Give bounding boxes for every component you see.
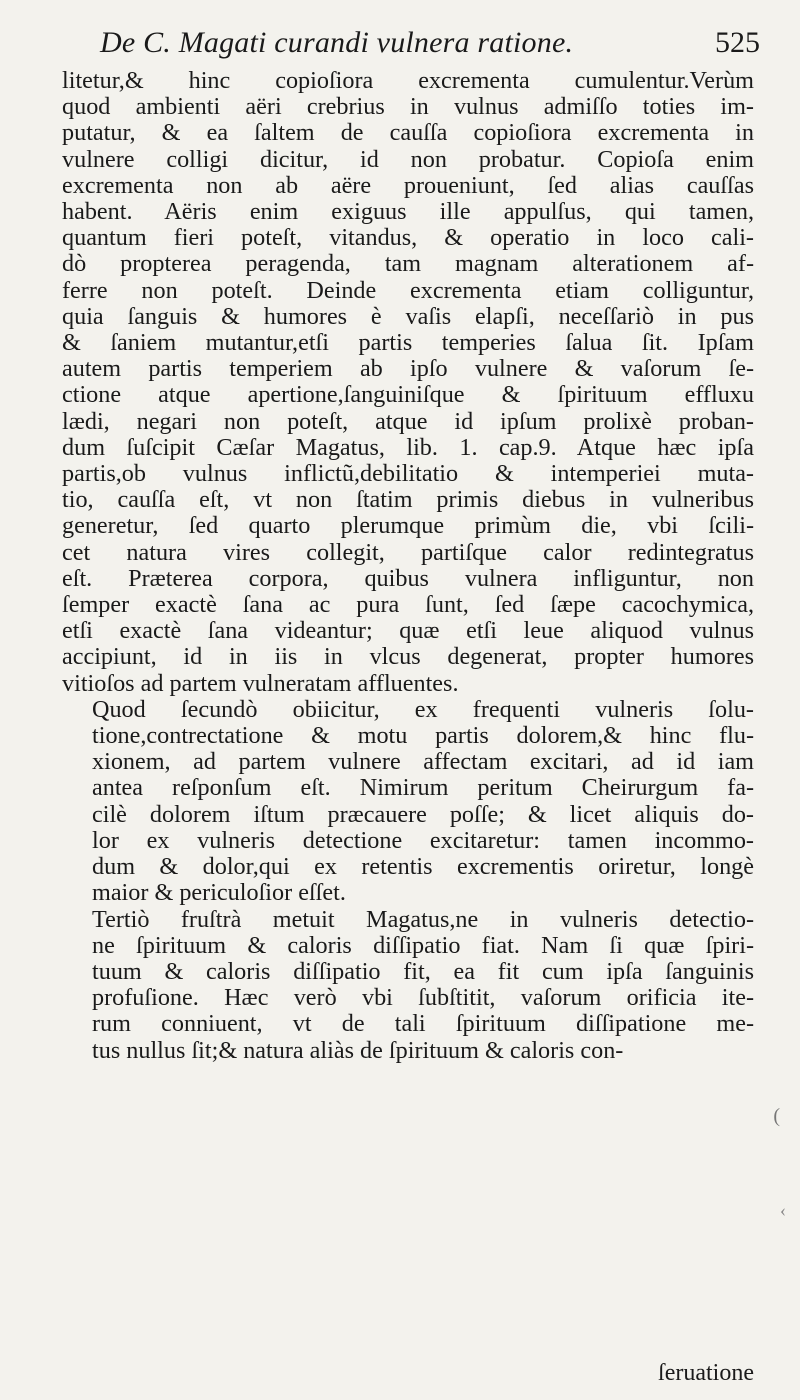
text-line: ferre non poteſt. Deinde excrementa etiam colliguntur, xyxy=(62,276,754,304)
text-line: accipiunt, id in iis in vlcus degenerat, propter humores xyxy=(62,643,754,671)
paragraph xyxy=(62,697,754,907)
text-line: xionem, ad partem vulnere affectam excitari, ad id iam xyxy=(92,748,754,776)
text-line: dò propterea peragenda, tam magnam alterationem af- xyxy=(62,250,754,278)
text-line: Quod ſecundò obiicitur, ex frequenti vulneris ſolu- xyxy=(92,695,754,723)
running-head: De C. Magati curandi vulnera ratione. xyxy=(100,26,574,59)
text-line: cet natura vires collegit, partiſque calor redintegratus xyxy=(62,538,754,566)
text-line: vitioſos ad partem vulneratam affluentes. xyxy=(62,669,459,697)
text-line: dum & dolor,qui ex retentis excrementis oriretur, longè xyxy=(92,853,754,881)
text-line: litetur,& hinc copioſiora excrementa cumulentur.Verùm xyxy=(62,67,754,94)
catchword: ſeruatione xyxy=(658,1360,754,1386)
body-text xyxy=(62,68,754,1064)
page-number: 525 xyxy=(715,26,760,59)
margin-mark: ( xyxy=(773,1105,780,1127)
text-line: ne ſpirituum & caloris diſſipatio fiat. Nam ſi quæ ſpiri- xyxy=(92,931,754,959)
text-line: Tertiò fruſtrà metuit Magatus,ne in vulneris detectio- xyxy=(92,905,754,933)
text-line: & ſaniem mutantur,etſi partis temperies ſalua ſit. Ipſam xyxy=(62,329,754,357)
text-line: antea reſponſum eſt. Nimirum peritum Cheirurgum fa- xyxy=(92,774,754,802)
text-line: vulnere colligi dicitur, id non probatur. Copioſa enim xyxy=(62,145,754,173)
page-header xyxy=(100,26,760,66)
text-line: tione,contrectatione & motu partis dolorem,& hinc flu- xyxy=(92,722,754,750)
text-line: quod ambienti aëri crebrius in vulnus admiſſo toties im- xyxy=(62,93,754,121)
paragraph xyxy=(62,907,754,1064)
text-line: excrementa non ab aëre proueniunt, ſed alias cauſſas xyxy=(62,171,754,199)
text-line: dum ſuſcipit Cæſar Magatus, lib. 1. cap.9. Atque hæc ipſa xyxy=(62,433,754,461)
text-line: quia ſanguis & humores è vaſis elapſi, neceſſariò in pus xyxy=(62,302,754,330)
text-line: lædi, negari non poteſt, atque id ipſum prolixè proban- xyxy=(62,407,754,435)
text-line: putatur, & ea ſaltem de cauſſa copioſiora excrementa in xyxy=(62,119,754,147)
text-line: tio, cauſſa eſt, vt non ſtatim primis diebus in vulneribus xyxy=(62,486,754,514)
text-line: ctione atque apertione,ſanguiniſque & ſpirituum effluxu xyxy=(62,381,754,409)
text-line: tus nullus ſit;& natura aliàs de ſpirituum & caloris con- xyxy=(92,1036,624,1064)
text-line: eſt. Præterea corpora, quibus vulnera infliguntur, non xyxy=(62,564,754,592)
text-line: autem partis temperiem ab ipſo vulnere & vaſorum ſe- xyxy=(62,355,754,383)
text-line: partis,ob vulnus inflictũ,debilitatio & intemperiei muta- xyxy=(62,460,754,488)
text-line: etſi exactè ſana videantur; quæ etſi leue aliquod vulnus xyxy=(62,617,754,645)
text-line: cilè dolorem iſtum præcauere poſſe; & licet aliquis do- xyxy=(92,800,754,828)
text-line: habent. Aëris enim exiguus ille appulſus, qui tamen, xyxy=(62,198,754,226)
text-line: quantum fieri poteſt, vitandus, & operatio in loco cali- xyxy=(62,224,754,252)
paragraph xyxy=(62,68,754,697)
text-line: rum conniuent, vt de tali ſpirituum diſſipatione me- xyxy=(92,1010,754,1038)
text-line: profuſione. Hæc verò vbi ſubſtitit, vaſorum orificia ite- xyxy=(92,984,754,1012)
text-line: maior & periculoſior eſſet. xyxy=(92,879,346,907)
text-line: lor ex vulneris detectione excitaretur: tamen incommo- xyxy=(92,826,754,854)
text-line: tuum & caloris diſſipatio fit, ea fit cum ipſa ſanguinis xyxy=(92,957,754,985)
text-line: ſemper exactè ſana ac pura ſunt, ſed ſæpe cacochymica, xyxy=(62,591,754,619)
text-line: generetur, ſed quarto plerumque primùm die, vbi ſcili- xyxy=(62,512,754,540)
margin-mark: ‹ xyxy=(780,1200,786,1220)
